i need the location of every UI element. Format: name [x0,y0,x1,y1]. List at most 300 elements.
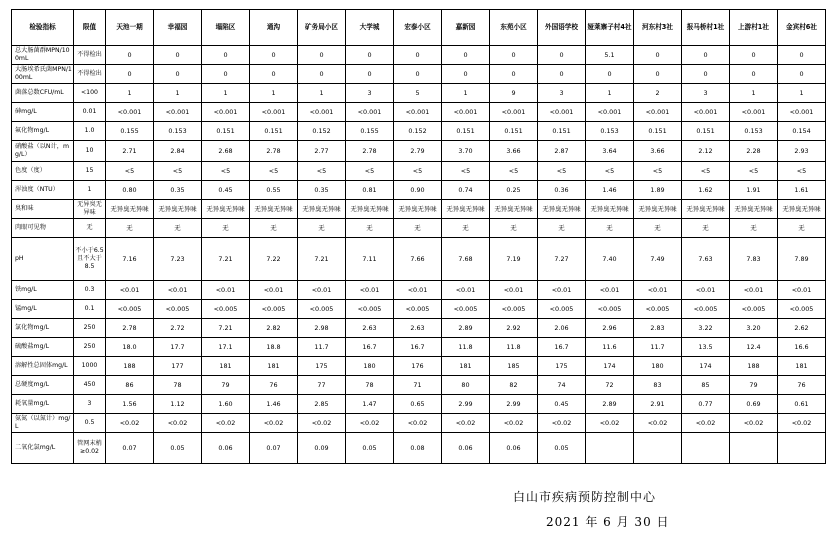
limit-value: 无异臭无异味 [74,200,106,219]
result-cell: <0.001 [154,103,202,122]
result-cell: <0.001 [730,103,778,122]
result-cell: 3.20 [730,319,778,338]
result-cell: 2.89 [586,395,634,414]
result-cell: 71 [394,376,442,395]
result-cell: 16.6 [778,338,826,357]
result-cell: 2 [634,84,682,103]
result-cell: 无异臭无异味 [538,200,586,219]
result-cell: 78 [346,376,394,395]
result-cell: 2.78 [346,141,394,162]
result-cell: <0.005 [154,300,202,319]
result-cell: 0.55 [250,181,298,200]
result-cell: 2.85 [298,395,346,414]
indicator-name: 肉眼可见物 [12,219,74,238]
result-cell: 0 [586,65,634,84]
result-cell: 7.21 [202,319,250,338]
result-cell [778,433,826,464]
table-row [12,376,826,395]
limit-value: 1000 [74,357,106,376]
result-cell: 无 [778,219,826,238]
result-cell: <5 [490,162,538,181]
result-cell: 0.07 [250,433,298,464]
result-cell: <0.001 [682,103,730,122]
result-cell: 2.68 [202,141,250,162]
limit-value: 无 [74,219,106,238]
result-cell: <0.001 [394,103,442,122]
result-cell: 0.151 [442,122,490,141]
result-cell: <0.005 [250,300,298,319]
result-cell: <0.02 [154,414,202,433]
header-indicator: 检验指标 [12,10,74,46]
limit-value: 不得检出 [74,65,106,84]
result-cell: 18.0 [106,338,154,357]
result-cell: 85 [682,376,730,395]
indicator-name: 色度（度） [12,162,74,181]
table-row [12,319,826,338]
result-cell: 0 [394,65,442,84]
table-row [12,46,826,65]
result-cell: 1.91 [730,181,778,200]
result-cell: 1.47 [346,395,394,414]
result-cell: 无异臭无异味 [154,200,202,219]
result-cell: 1 [106,84,154,103]
result-cell: 79 [202,376,250,395]
result-cell: 11.7 [634,338,682,357]
result-cell: 0.81 [346,181,394,200]
table-row [12,200,826,219]
result-cell: 0.80 [106,181,154,200]
result-cell: <0.02 [538,414,586,433]
result-cell: <0.001 [298,103,346,122]
result-cell: 0.153 [154,122,202,141]
result-cell: <0.005 [346,300,394,319]
result-cell: 2.72 [154,319,202,338]
result-cell: 0 [346,65,394,84]
result-cell: 82 [490,376,538,395]
limit-value: 1.0 [74,122,106,141]
result-cell: 80 [442,376,490,395]
result-cell: 175 [298,357,346,376]
result-cell: <0.01 [682,281,730,300]
result-cell: <5 [538,162,586,181]
result-cell: <0.02 [346,414,394,433]
indicator-name: 氨氮（以氮计）mg/L [12,414,74,433]
result-cell: 188 [106,357,154,376]
result-cell: <0.001 [442,103,490,122]
result-cell: 0.61 [778,395,826,414]
result-cell: 185 [490,357,538,376]
result-cell: 无 [346,219,394,238]
result-cell: <0.001 [106,103,154,122]
result-cell: 0.151 [634,122,682,141]
result-cell: 7.83 [730,238,778,281]
result-cell: 3 [682,84,730,103]
header-site: 金宾村6社 [778,10,826,46]
result-cell: 无异臭无异味 [490,200,538,219]
result-cell: <0.005 [298,300,346,319]
limit-value: 450 [74,376,106,395]
result-cell: 2.93 [778,141,826,162]
result-cell: <0.01 [346,281,394,300]
result-cell: 0 [298,46,346,65]
result-cell: <0.01 [778,281,826,300]
result-cell: <0.001 [778,103,826,122]
result-cell: 76 [250,376,298,395]
header-limit: 限值 [74,10,106,46]
result-cell: 16.7 [394,338,442,357]
result-cell: 0 [298,65,346,84]
indicator-name: 臭和味 [12,200,74,219]
table-row [12,395,826,414]
result-cell: 13.5 [682,338,730,357]
limit-value: 250 [74,338,106,357]
result-cell: 2.77 [298,141,346,162]
result-cell: 2.63 [346,319,394,338]
result-cell: 1.12 [154,395,202,414]
result-cell: 1 [778,84,826,103]
indicator-name: 硫酸盐mg/L [12,338,74,357]
result-cell: <0.02 [778,414,826,433]
result-cell: 0 [250,46,298,65]
result-cell: 0.152 [394,122,442,141]
table-row [12,141,826,162]
result-cell: 0 [250,65,298,84]
limit-value: 0.3 [74,281,106,300]
result-cell: 17.7 [154,338,202,357]
table-row [12,181,826,200]
result-cell: 180 [346,357,394,376]
result-cell: 176 [394,357,442,376]
result-cell: 0.90 [394,181,442,200]
result-cell: 无异臭无异味 [586,200,634,219]
result-cell: <0.01 [106,281,154,300]
result-cell: 0.45 [538,395,586,414]
result-cell: 2.62 [778,319,826,338]
water-quality-table [11,9,826,464]
result-cell: 2.71 [106,141,154,162]
result-cell: <0.001 [202,103,250,122]
result-cell: 无异臭无异味 [298,200,346,219]
result-cell: 无异臭无异味 [682,200,730,219]
table-row [12,433,826,464]
result-cell: 174 [586,357,634,376]
result-cell: 0 [682,46,730,65]
result-cell: 3 [346,84,394,103]
result-cell: 7.22 [250,238,298,281]
result-cell: 无异臭无异味 [202,200,250,219]
result-cell: 1.46 [250,395,298,414]
result-cell: 0.153 [730,122,778,141]
result-cell: 86 [106,376,154,395]
result-cell: 2.89 [442,319,490,338]
limit-value: 1 [74,181,106,200]
result-cell: 0 [442,46,490,65]
result-cell: 无异臭无异味 [346,200,394,219]
result-cell: 无异臭无异味 [394,200,442,219]
result-cell: 3 [538,84,586,103]
result-cell: 0 [490,46,538,65]
result-cell: 0.35 [298,181,346,200]
result-cell: 2.98 [298,319,346,338]
result-cell: 2.92 [490,319,538,338]
result-cell: 0.35 [154,181,202,200]
result-cell: 0.151 [250,122,298,141]
limit-value: 15 [74,162,106,181]
result-cell [586,433,634,464]
result-cell: <0.005 [106,300,154,319]
result-cell: 0.25 [490,181,538,200]
header-site: 矿务局小区 [298,10,346,46]
limit-value: 0.5 [74,414,106,433]
result-cell: 177 [154,357,202,376]
limit-value: 不得检出 [74,46,106,65]
indicator-name: 砷mg/L [12,103,74,122]
result-cell: 11.6 [586,338,634,357]
result-cell: <0.02 [586,414,634,433]
result-cell: 181 [202,357,250,376]
header-site: 东苑小区 [490,10,538,46]
result-cell: <0.01 [298,281,346,300]
result-cell: 7.16 [106,238,154,281]
result-cell: <0.02 [298,414,346,433]
result-cell: 79 [730,376,778,395]
result-cell: <5 [298,162,346,181]
result-cell: <5 [778,162,826,181]
result-cell: 11.7 [298,338,346,357]
result-cell: <5 [394,162,442,181]
result-cell: 0 [490,65,538,84]
result-cell: 181 [442,357,490,376]
result-cell: <5 [586,162,634,181]
indicator-name: 菌落总数CFU/mL [12,84,74,103]
table-row [12,281,826,300]
header-site: 嘉新园 [442,10,490,46]
indicator-name: 总大肠菌群MPN/100mL [12,46,74,65]
result-cell: <0.005 [682,300,730,319]
result-cell: 3.70 [442,141,490,162]
result-cell: 0.06 [442,433,490,464]
result-cell: 无 [490,219,538,238]
result-cell: 2.63 [394,319,442,338]
result-cell: 7.23 [154,238,202,281]
table-row [12,84,826,103]
result-cell: <0.005 [634,300,682,319]
result-cell: 1.56 [106,395,154,414]
result-cell: 2.82 [250,319,298,338]
result-cell [634,433,682,464]
result-cell: 7.49 [634,238,682,281]
result-cell: 无 [442,219,490,238]
result-cell: 0.69 [730,395,778,414]
result-cell: 174 [682,357,730,376]
result-cell: 2.78 [250,141,298,162]
result-cell: 0.05 [346,433,394,464]
result-cell: 0 [394,46,442,65]
header-row [12,10,826,46]
result-cell: 0 [154,46,202,65]
result-cell: 2.99 [442,395,490,414]
result-cell: 0 [634,46,682,65]
header-site: 宏泰小区 [394,10,442,46]
indicator-name: 氟化物mg/L [12,122,74,141]
result-cell: 0.06 [490,433,538,464]
result-cell: 0 [682,65,730,84]
result-cell: 11.8 [490,338,538,357]
result-cell: 12.4 [730,338,778,357]
result-cell: 0.74 [442,181,490,200]
result-cell: 1.89 [634,181,682,200]
result-cell: <5 [250,162,298,181]
result-cell: 74 [538,376,586,395]
result-cell: 16.7 [538,338,586,357]
result-cell: <0.001 [538,103,586,122]
header-site: 报马桥村1社 [682,10,730,46]
result-cell: 2.84 [154,141,202,162]
result-cell: 0.65 [394,395,442,414]
result-cell: <0.01 [202,281,250,300]
result-cell: 无异臭无异味 [106,200,154,219]
indicator-name: 锰mg/L [12,300,74,319]
result-cell: 0.08 [394,433,442,464]
result-cell: <0.005 [586,300,634,319]
result-cell: <0.005 [778,300,826,319]
issue-date: 2021 年 6 月 30 日 [546,515,670,529]
result-cell: 0 [778,46,826,65]
result-cell: <0.005 [490,300,538,319]
result-cell: 1 [298,84,346,103]
limit-value: 250 [74,319,106,338]
result-cell: 1.46 [586,181,634,200]
header-site: 幸福园 [154,10,202,46]
indicator-name: 溶解性总固体mg/L [12,357,74,376]
result-cell: <5 [154,162,202,181]
result-cell: 5.1 [586,46,634,65]
result-cell: 7.68 [442,238,490,281]
result-cell: 9 [490,84,538,103]
result-cell: 7.66 [394,238,442,281]
result-cell: 无 [250,219,298,238]
result-cell: 2.12 [682,141,730,162]
result-cell: 1 [442,84,490,103]
result-cell: 2.83 [634,319,682,338]
result-cell: 0 [634,65,682,84]
result-cell: 2.87 [538,141,586,162]
result-cell: 3.66 [634,141,682,162]
header-site: 上游村1社 [730,10,778,46]
result-cell: <0.01 [250,281,298,300]
result-cell: 2.28 [730,141,778,162]
table-row [12,238,826,281]
result-cell: 7.27 [538,238,586,281]
result-cell: 0 [346,46,394,65]
result-cell: 2.91 [634,395,682,414]
result-cell: 无 [106,219,154,238]
result-cell: 2.96 [586,319,634,338]
result-cell: 188 [730,357,778,376]
result-cell: 2.79 [394,141,442,162]
result-cell: 无 [682,219,730,238]
result-cell [730,433,778,464]
header-site: 娅莱寨子村4社 [586,10,634,46]
table-row [12,122,826,141]
result-cell: <0.005 [202,300,250,319]
result-cell: 3.22 [682,319,730,338]
result-cell: 83 [634,376,682,395]
result-cell: 0 [730,46,778,65]
result-cell: <0.01 [634,281,682,300]
table-row [12,103,826,122]
result-cell: <0.001 [250,103,298,122]
result-cell: 0.155 [106,122,154,141]
indicator-name: 铁mg/L [12,281,74,300]
limit-value: 10 [74,141,106,162]
table-row [12,414,826,433]
table-row [12,300,826,319]
header-site: 河东村3社 [634,10,682,46]
header-site: 塌陷区 [202,10,250,46]
header-site: 天池一期 [106,10,154,46]
result-cell: 0 [538,65,586,84]
result-cell: 无异臭无异味 [634,200,682,219]
result-cell: 无异臭无异味 [730,200,778,219]
indicator-name: 浑浊度（NTU） [12,181,74,200]
result-cell: 0.151 [202,122,250,141]
result-cell: 18.8 [250,338,298,357]
header-site: 大学城 [346,10,394,46]
result-cell: <0.005 [730,300,778,319]
table-row [12,338,826,357]
result-cell: 181 [250,357,298,376]
result-cell: 7.19 [490,238,538,281]
result-cell: 0 [538,46,586,65]
result-cell: 无异臭无异味 [442,200,490,219]
result-cell: 0.151 [682,122,730,141]
result-cell: 11.8 [442,338,490,357]
result-cell: 0.154 [778,122,826,141]
limit-value: 0.01 [74,103,106,122]
result-cell: 无 [154,219,202,238]
limit-value: 3 [74,395,106,414]
result-cell: 0.06 [202,433,250,464]
indicator-name: pH [12,238,74,281]
result-cell: 3.64 [586,141,634,162]
result-cell: 7.21 [202,238,250,281]
result-cell: <5 [442,162,490,181]
result-cell: 175 [538,357,586,376]
result-cell: 0.45 [202,181,250,200]
result-cell: 无 [538,219,586,238]
limit-value: 不小于6.5且不大于8.5 [74,238,106,281]
result-cell: 7.21 [298,238,346,281]
indicator-name: 大肠埃希氏菌MPN/100mL [12,65,74,84]
header-site: 外国语学校 [538,10,586,46]
result-cell: 无 [394,219,442,238]
result-cell: 0.151 [490,122,538,141]
limit-value: 0.1 [74,300,106,319]
result-cell: 0 [778,65,826,84]
result-cell: <0.005 [538,300,586,319]
result-cell: 1 [730,84,778,103]
result-cell: <0.01 [442,281,490,300]
result-cell: 1 [202,84,250,103]
result-cell: <0.005 [442,300,490,319]
indicator-name: 总硬度mg/L [12,376,74,395]
result-cell: 72 [586,376,634,395]
result-cell: 1.62 [682,181,730,200]
result-cell: 0.151 [538,122,586,141]
result-cell: <5 [634,162,682,181]
result-cell: <5 [106,162,154,181]
